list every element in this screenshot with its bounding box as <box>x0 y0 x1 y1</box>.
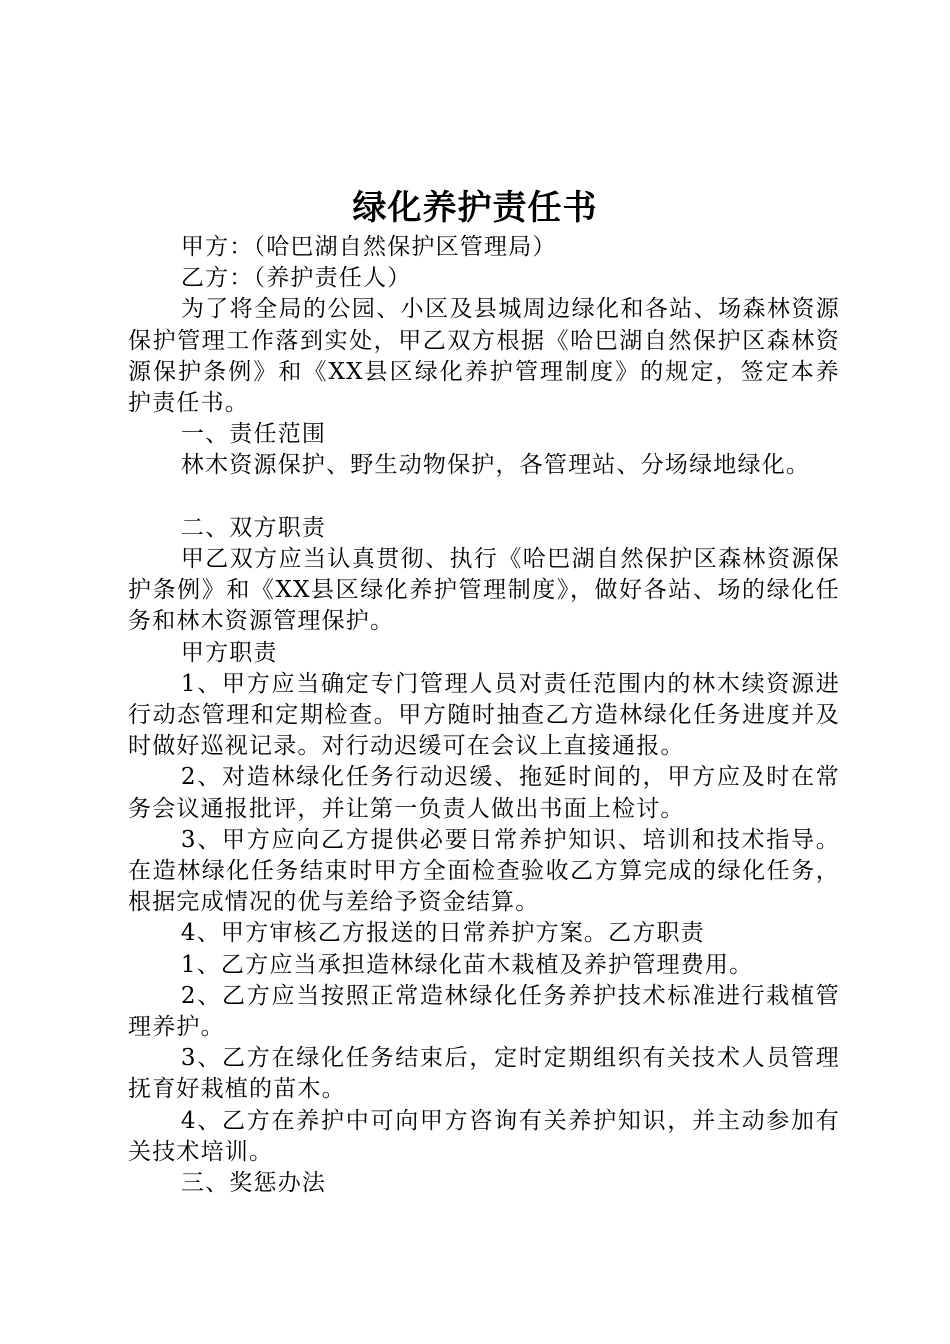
section-heading-rewards: 三、奖惩办法 <box>180 1170 327 1197</box>
scope-paragraph: 林木资源保护、野生动物保护，各管理站、分场绿地绿化。 <box>180 452 811 479</box>
party-a-duty-4: 4、甲方审核乙方报送的日常养护方案。乙方职责 <box>180 920 705 947</box>
party-a-duties-heading: 甲方职责 <box>180 639 278 666</box>
party-b-duty-3: 3、乙方在绿化任务结束后，定时定期组织有关技术人员管理抚育好栽植的苗木。 <box>128 1045 840 1103</box>
document-body <box>128 232 840 1199</box>
section-heading-duties: 二、双方职责 <box>180 514 327 541</box>
intro-paragraph: 为了将全局的公园、小区及县城周边绿化和各站、场森林资源保护管理工作落到实处，甲乙双方根据《哈巴湖自然保护区森林资源保护条例》和《XX县区绿化养护管理制度》的规定，签定本养护责任书。 <box>128 296 840 417</box>
duties-paragraph: 甲乙双方应当认真贯彻、执行《哈巴湖自然保护区森林资源保护条例》和《XX县区绿化养护管理制度》，做好各站、场的绿化任务和林木资源管理保护。 <box>128 546 840 635</box>
document-title: 绿化养护责任书 <box>352 188 598 228</box>
party-b-line: 乙方：（养护责任人） <box>180 265 412 292</box>
section-heading-scope: 一、责任范围 <box>180 421 327 448</box>
party-a-duty-3: 3、甲方应向乙方提供必要日常养护知识、培训和技术指导。在造林绿化任务结束时甲方全面检查验收乙方算完成的绿化任务，根据完成情况的优与差给予资金结算。 <box>128 826 840 916</box>
party-b-duty-1: 1、乙方应当承担造林绿化苗木栽植及养护管理费用。 <box>180 951 754 978</box>
party-a-duty-1: 1、甲方应当确定专门管理人员对责任范围内的林木续资源进行动态管理和定期检查。甲方随时抽查乙方造林绿化任务进度并及时做好巡视记录。对行动迟缓可在会议上直接通报。 <box>128 670 840 760</box>
party-a-line: 甲方：（哈巴湖自然保护区管理局） <box>180 234 557 260</box>
party-a-duty-2: 2、对造林绿化任务行动迟缓、拖延时间的，甲方应及时在常务会议通报批评，并让第一负责人做出书面上检讨。 <box>128 764 840 822</box>
party-b-duty-4: 4、乙方在养护中可向甲方咨询有关养护知识，并主动参加有关技术培训。 <box>128 1107 840 1165</box>
party-b-duty-2: 2、乙方应当按照正常造林绿化任务养护技术标准进行栽植管理养护。 <box>128 982 840 1041</box>
blank-line <box>128 482 840 513</box>
